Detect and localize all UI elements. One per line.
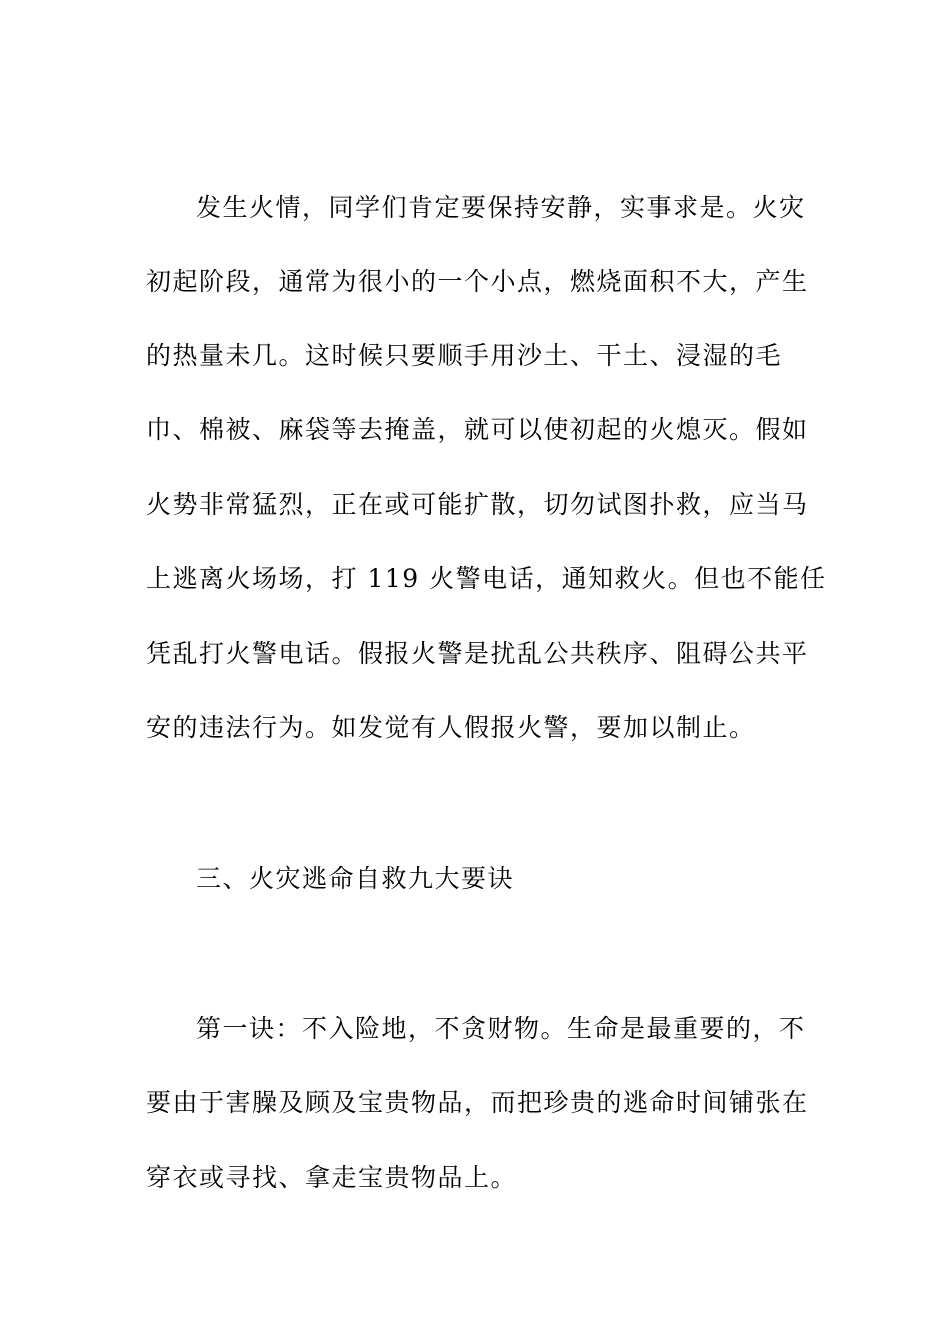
heading-text: 三、火灾逃命自救九大要诀 [196,864,515,893]
text-line: 巾、棉被、麻袋等去掩盖，就可以使初起的火熄灭。假如 [146,415,809,444]
text-line: 安的违法行为。如发觉有人假报火警，要加以制止。 [146,713,756,742]
text-line: 的热量未几。这时候只要顺手用沙土、干土、浸湿的毛 [146,341,783,370]
text-line: 第一诀：不入险地，不贪财物。生命是最重要的，不 [196,1014,806,1043]
text-line: 凭乱打火警电话。假报火警是扰乱公共秩序、阻碍公共平 [146,639,809,668]
text-line: 发生火情，同学们肯定要保持安静，实事求是。火灾 [196,193,806,222]
text-line: 上逃离火场场，打 119 火警电话，通知救火。但也不能任 [146,564,827,593]
text-line: 初起阶段，通常为很小的一个小点，燃烧面积不大，产生 [146,267,809,296]
text-line: 穿衣或寻找、拿走宝贵物品上。 [146,1163,518,1192]
text-line: 火势非常猛烈，正在或可能扩散，切勿试图扑救，应当马 [146,490,809,519]
text-line: 要由于害臊及顾及宝贵物品，而把珍贵的逃命时间铺张在 [146,1088,809,1117]
